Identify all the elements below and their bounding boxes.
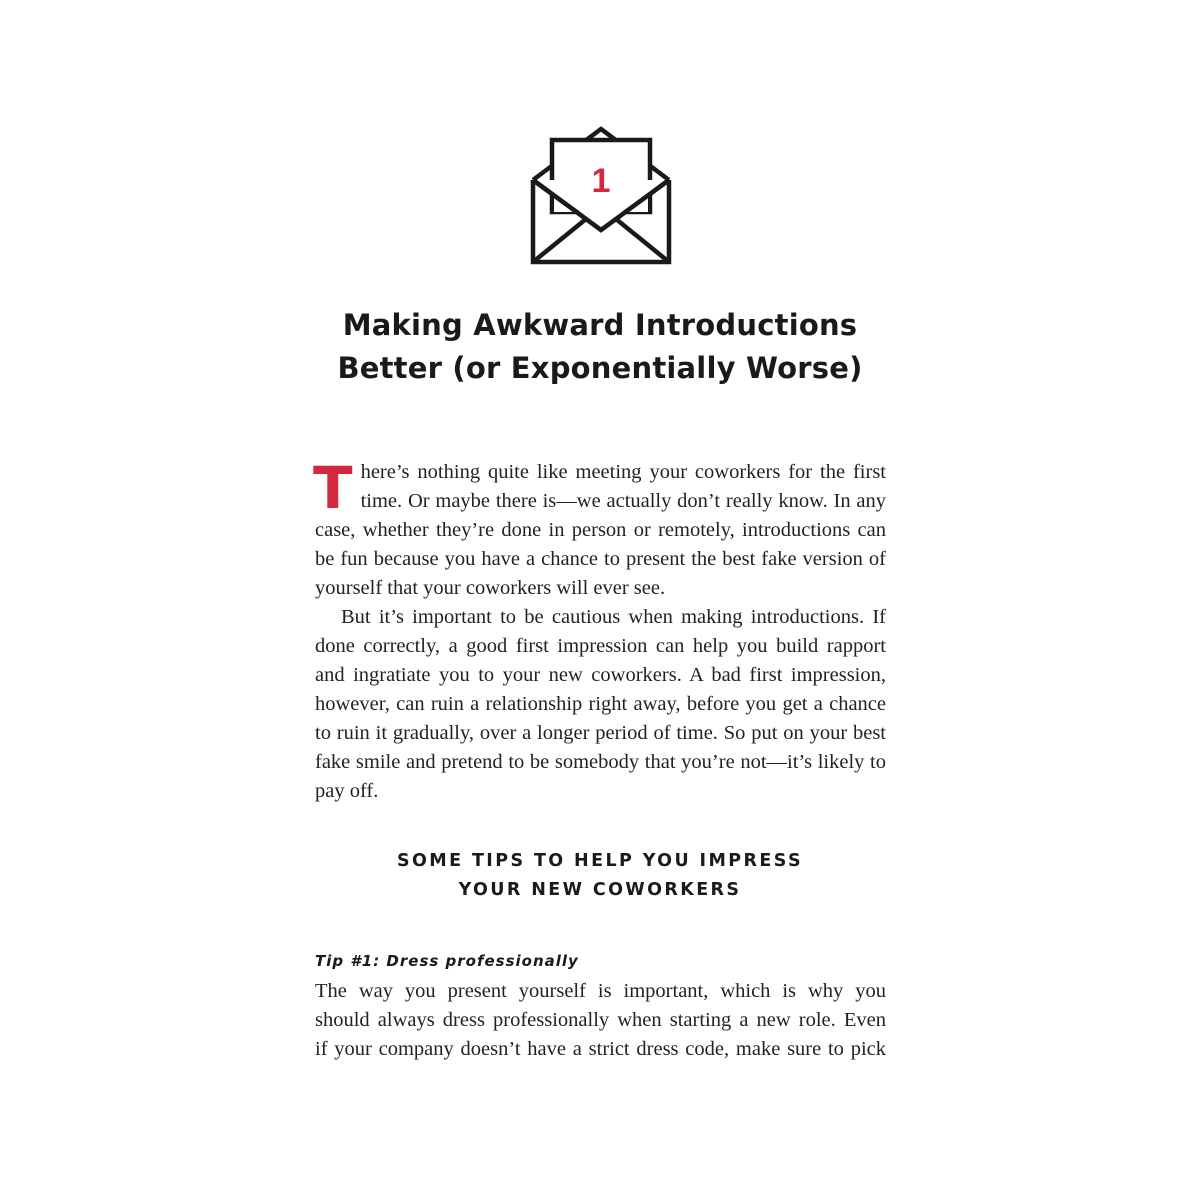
intro-paragraph-1 [313,454,886,603]
drop-cap: T [313,454,353,522]
tip-body-line-3: if your company doesn’t have a strict dress code, make sure to pick [315,1038,886,1060]
tip-body [315,977,886,1064]
section-heading [300,847,900,905]
tip-heading: Tip #1: Dress professionally [315,952,579,970]
chapter-title-line-2: Better (or Exponentially Worse) [337,351,863,385]
envelope-icon [530,126,672,268]
chapter-number: 1 [591,162,611,200]
chapter-title [200,304,1000,390]
intro-text [313,454,886,806]
section-heading-line-1: SOME TIPS TO HELP YOU IMPRESS [397,851,803,871]
intro-paragraph-1-text: here’s nothing quite like meeting your coworkers for the first time. Or maybe there is—we actually don’t really know. In any case, whether they’re done in person or remotely, introductions can be fun because you have a chance to present the best fake version of yourself that your coworkers will ever see. [315,461,886,599]
tip-body-line-1: The way you present yourself is important, which is why you [315,980,886,1002]
chapter-title-line-1: Making Awkward Introductions [342,308,858,342]
intro-paragraph-2: But it’s important to be cautious when making introductions. If done correctly, a good first impression can help you build rapport and ingratiate you to your new coworkers. A bad first impression, however, can ruin a relationship right away, before you get a chance to ruin it gradually, over a longer period of time. So put on your best fake smile and pretend to be somebody that you’re not—it’s likely to pay off. [315,606,886,802]
tip-body-line-2: should always dress professionally when starting a new role. Even [315,1009,886,1031]
section-heading-line-2: YOUR NEW COWORKERS [458,880,742,900]
